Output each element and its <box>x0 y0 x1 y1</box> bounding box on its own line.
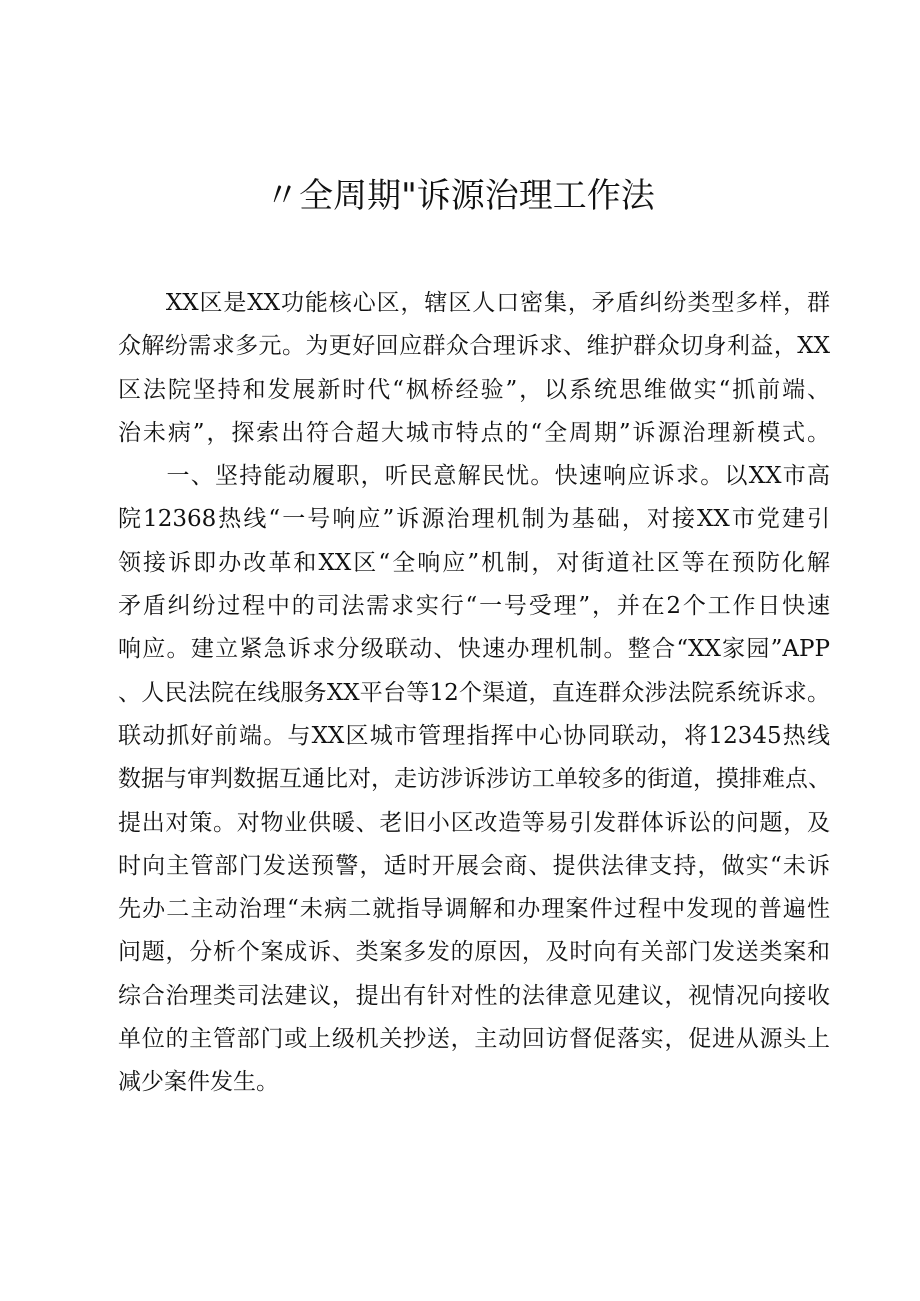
body-line: 领接诉即办改革和XX区“全响应”机制，对街道社区等在预防化解 <box>118 549 830 576</box>
body-line: 治未病”，探索出符合超大城市特点的“全周期”诉源治理新模式。 <box>118 419 830 446</box>
body-line: 响应。建立紧急诉求分级联动、快速办理机制。整合“XX家园”APP <box>118 636 830 663</box>
body-line: 先办二主动治理“未病二就指导调解和办理案件过程中发现的普遍性 <box>118 896 830 923</box>
body-line: 单位的主管部门或上级机关抄送，主动回访督促落实，促进从源头上 <box>118 1026 830 1053</box>
body-line: 问题，分析个案成诉、类案多发的原因，及时向有关部门发送类案和 <box>118 939 830 966</box>
body-line: 综合治理类司法建议，提出有针对性的法律意见建议，视情况向接收 <box>118 982 830 1009</box>
body-line: 提出对策。对物业供暖、老旧小区改造等易引发群体诉讼的问题，及 <box>118 809 830 836</box>
body-line: 、人民法院在线服务XX平台等12个渠道，直连群众涉法院系统诉求。 <box>118 679 830 706</box>
document-body <box>118 282 830 1105</box>
body-line: 减少案件发生。 <box>118 1069 279 1096</box>
body-line: 数据与审判数据互通比对，走访涉诉涉访工单较多的街道，摸排难点、 <box>118 766 831 793</box>
body-line: 一、坚持能动履职，听民意解民忧。快速响应诉求。以XX市高 <box>118 463 830 490</box>
body-line: 联动抓好前端。与XX区城市管理指挥中心协同联动，将12345热线 <box>118 722 830 749</box>
body-line: 院12368热线“一号响应”诉源治理机制为基础，对接XX市党建引 <box>118 506 830 533</box>
document-title: 〃全周期"诉源治理工作法 <box>265 176 655 216</box>
body-line: 区法院坚持和发展新时代“枫桥经验”，以系统思维做实“抓前端、 <box>118 376 830 403</box>
body-line: XX区是XX功能核心区，辖区人口密集，矛盾纠纷类型多样，群 <box>118 290 830 316</box>
body-line: 时向主管部门发送预警，适时开展会商、提供法律支持，做实“未诉 <box>118 852 830 879</box>
body-line: 矛盾纠纷过程中的司法需求实行“一号受理”，并在2个工作日快速 <box>118 593 830 620</box>
body-line: 众解纷需求多元。为更好回应群众合理诉求、维护群众切身利益，XX <box>118 333 830 360</box>
